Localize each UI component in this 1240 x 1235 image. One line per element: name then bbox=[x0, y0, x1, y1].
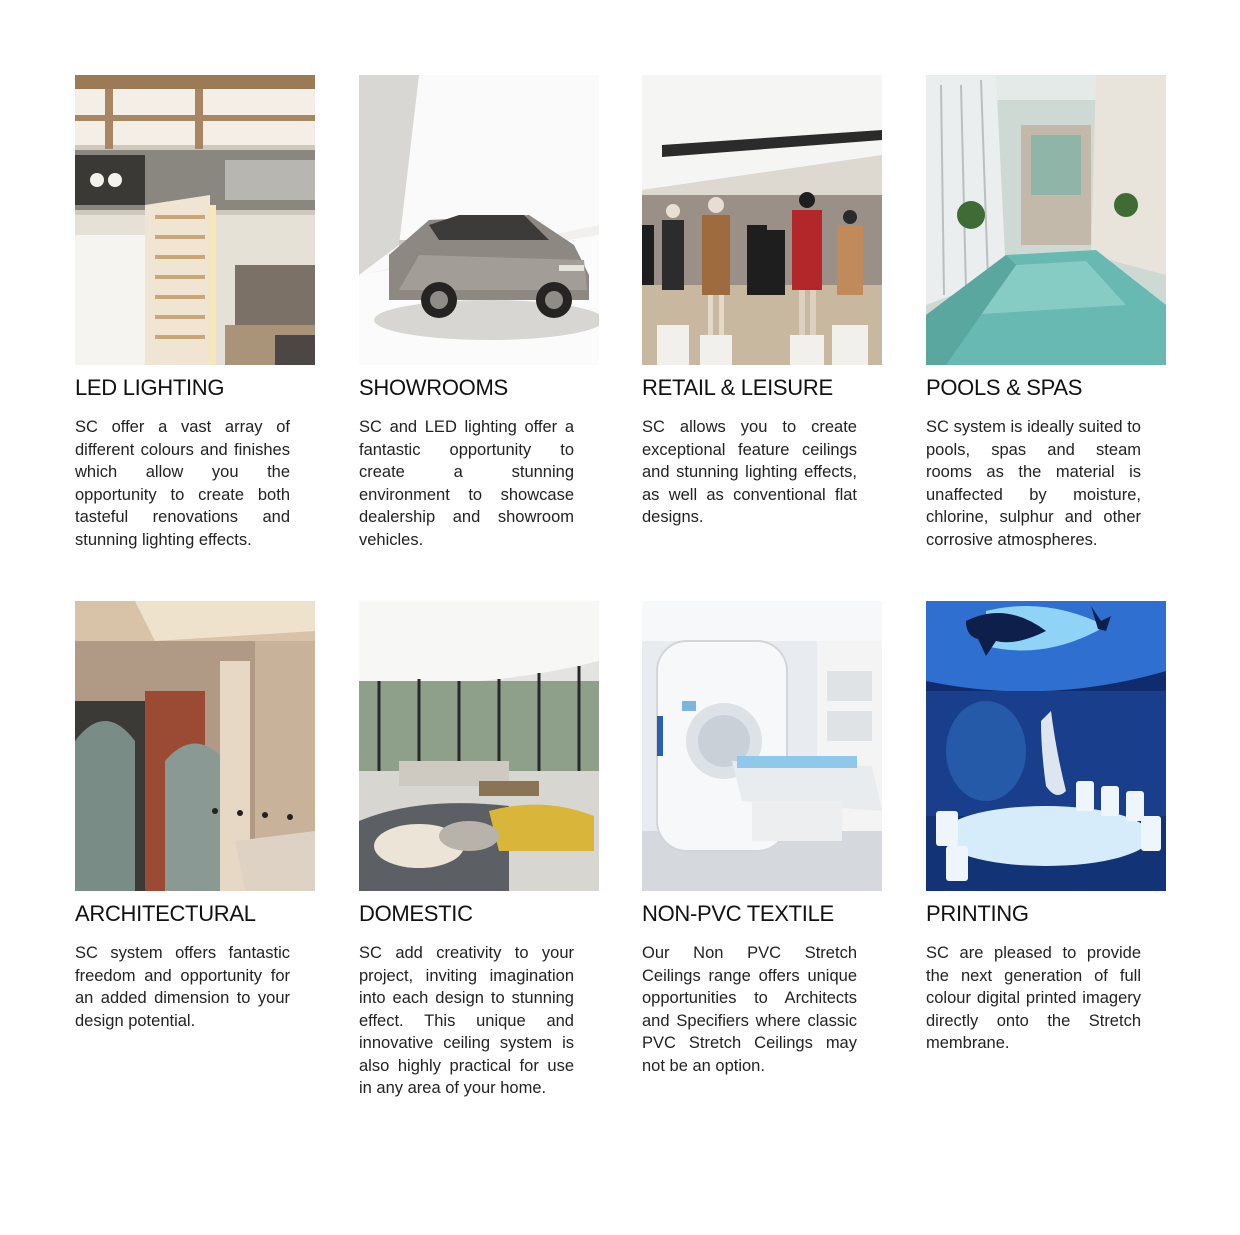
card-description: SC and LED lighting offer a fantastic opportunity to create a stunning environment to showcase dealership and showroom vehicles. bbox=[359, 418, 574, 549]
mri-room-photo bbox=[642, 601, 882, 891]
pool-photo bbox=[926, 75, 1166, 365]
card-showrooms bbox=[359, 75, 599, 549]
card-title: SHOWROOMS bbox=[359, 375, 508, 400]
card-domestic bbox=[359, 601, 599, 1097]
card-description: Our Non PVC Stretch Ceilings range offers unique opportunities to Architects and Specifiers where classic PVC Stretch Ceilings may not be an option. bbox=[642, 944, 857, 1075]
card-non-pvc-textile bbox=[642, 601, 882, 1075]
card-title: PRINTING bbox=[926, 901, 1029, 926]
card-led-lighting bbox=[75, 75, 315, 549]
card-title: POOLS & SPAS bbox=[926, 375, 1083, 400]
card-description: SC system offers fantastic freedom and opportunity for an added dimension to your design potential. bbox=[75, 944, 290, 1030]
card-retail-leisure bbox=[642, 75, 882, 526]
led-lighting-photo bbox=[75, 75, 315, 365]
architectural-photo bbox=[75, 601, 315, 891]
card-architectural bbox=[75, 601, 315, 1030]
card-printing bbox=[926, 601, 1166, 1052]
card-description: SC allows you to create exceptional feature ceilings and stunning lighting effects, as well as conventional flat designs. bbox=[642, 418, 857, 526]
retail-photo bbox=[642, 75, 882, 365]
showroom-photo bbox=[359, 75, 599, 365]
domestic-photo bbox=[359, 601, 599, 891]
card-title: ARCHITECTURAL bbox=[75, 901, 256, 926]
card-description: SC are pleased to provide the next generation of full colour digital printed imagery directly onto the Stretch membrane. bbox=[926, 944, 1141, 1052]
card-title: RETAIL & LEISURE bbox=[642, 375, 833, 400]
card-description: SC add creativity to your project, inviting imagination into each design to stunning effect. This unique and innovative ceiling system is also highly practical for use in any area of your home. bbox=[359, 944, 574, 1097]
card-description: SC offer a vast array of different colours and finishes which allow you the opportunity to create both tasteful renovations and stunning lighting effects. bbox=[75, 418, 290, 549]
card-description: SC system is ideally suited to pools, spas and steam rooms as the material is unaffected by moisture, chlorine, sulphur and other corrosive atmospheres. bbox=[926, 418, 1141, 549]
card-title: NON-PVC TEXTILE bbox=[642, 901, 834, 926]
card-title: DOMESTIC bbox=[359, 901, 473, 926]
printing-photo bbox=[926, 601, 1166, 891]
card-pools-spas bbox=[926, 75, 1166, 549]
card-title: LED LIGHTING bbox=[75, 375, 225, 400]
